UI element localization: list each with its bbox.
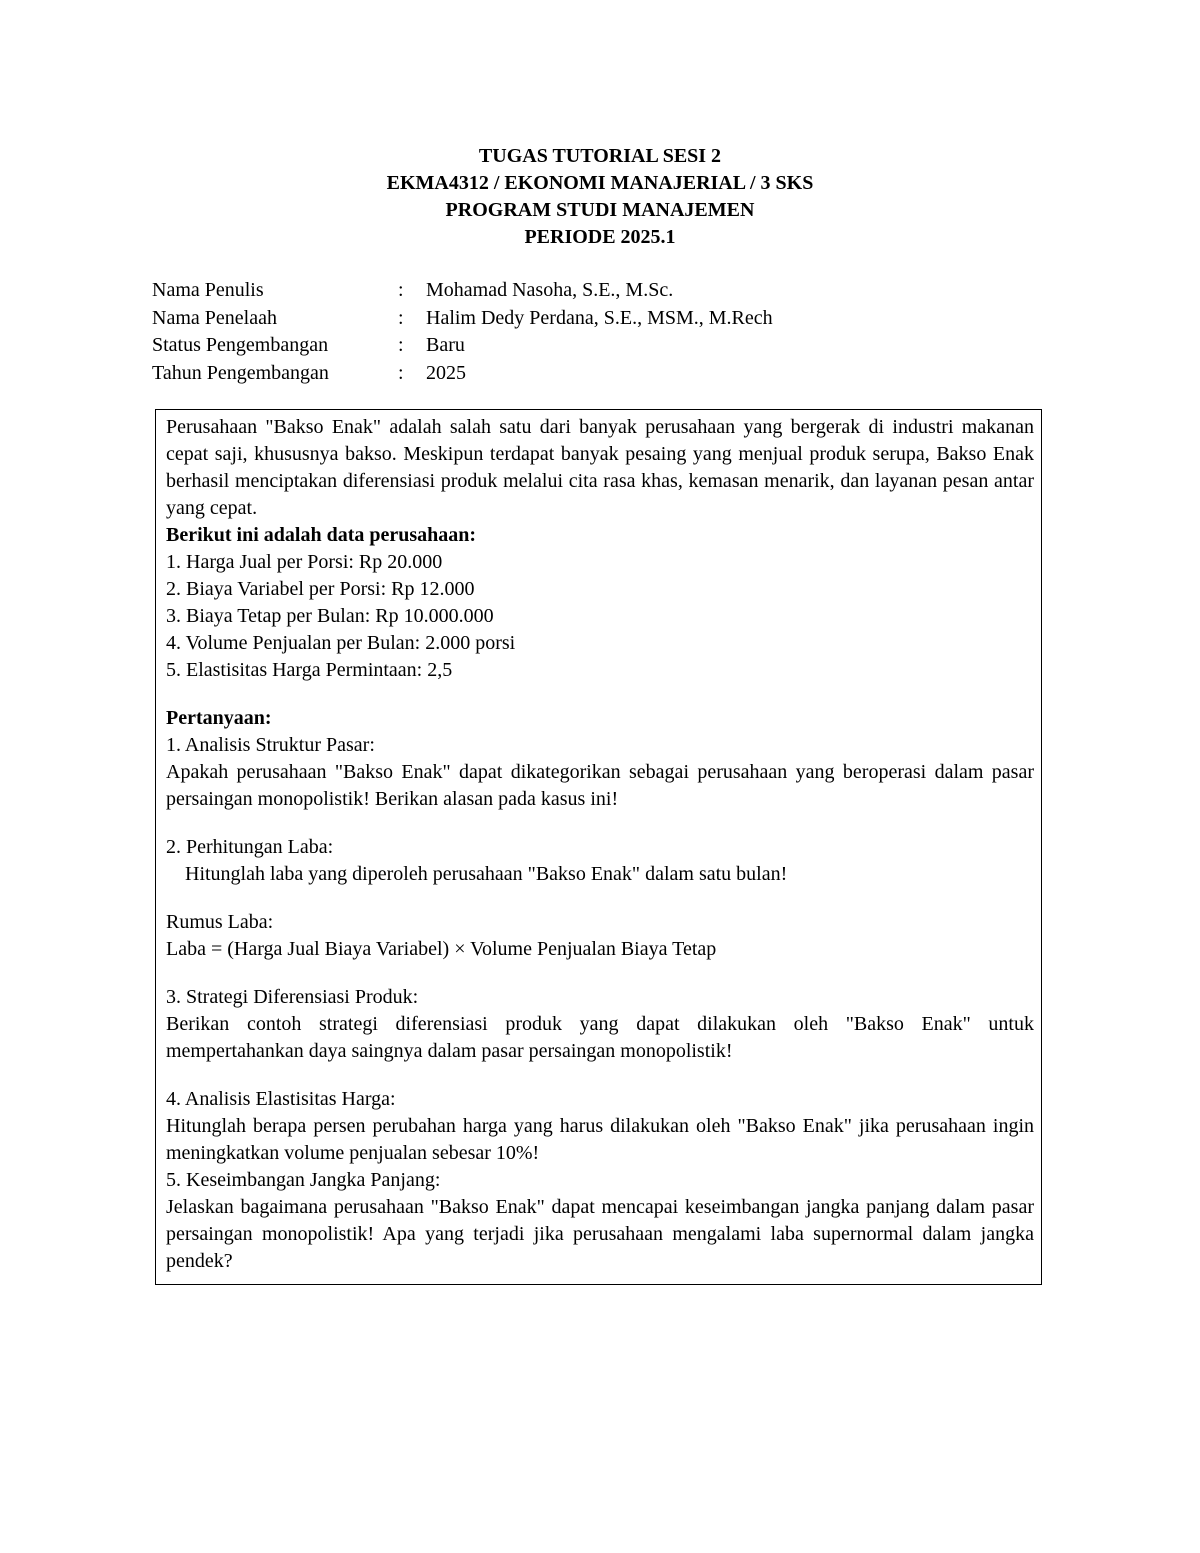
question-title: 3. Strategi Diferensiasi Produk:	[166, 986, 419, 1008]
spacer	[166, 888, 1034, 909]
data-item: 2. Biaya Variabel per Porsi: Rp 12.000	[166, 578, 475, 600]
question-text: Apakah perusahaan "Bakso Enak" dapat dikategorikan sebagai perusahaan yang beroperasi dalam pasar persaingan monopolistik! Berikan alasan pada kasus ini!	[166, 761, 1034, 810]
meta-colon: :	[398, 306, 404, 329]
meta-row-year	[152, 360, 773, 388]
header-program: PROGRAM STUDI MANAJEMEN	[445, 199, 755, 221]
formula-title: Rumus Laba:	[166, 911, 274, 933]
data-item: 3. Biaya Tetap per Bulan: Rp 10.000.000	[166, 605, 494, 627]
meta-value: Halim Dedy Perdana, S.E., MSM., M.Rech	[426, 306, 773, 329]
spacer	[166, 684, 1034, 705]
data-item: 1. Harga Jual per Porsi: Rp 20.000	[166, 551, 443, 573]
meta-row-status	[152, 332, 773, 360]
question-text: Jelaskan bagaimana perusahaan "Bakso Enak" dapat mencapai keseimbangan jangka panjang dalam pasar persaingan monopolistik! Apa yang terjadi jika perusahaan mengalami laba supernormal dalam jangka pendek?	[166, 1196, 1034, 1272]
header-period: PERIODE 2025.1	[524, 226, 676, 248]
meta-row-reviewer	[152, 305, 773, 333]
meta-label: Nama Penelaah	[152, 306, 277, 329]
header-course: EKMA4312 / EKONOMI MANAJERIAL / 3 SKS	[386, 172, 814, 194]
meta-colon: :	[398, 279, 404, 301]
question-text: Hitunglah berapa persen perubahan harga yang harus dilakukan oleh "Bakso Enak" jika perusahaan ingin meningkatkan volume penjualan sebesar 10%!	[166, 1115, 1034, 1164]
spacer	[166, 1065, 1034, 1086]
questions-heading: Pertanyaan:	[166, 707, 272, 729]
meta-colon: :	[398, 334, 404, 356]
case-content	[166, 414, 1034, 1275]
meta-value: Baru	[426, 334, 465, 356]
meta-label: Status Pengembangan	[152, 334, 329, 356]
meta-row-author	[152, 277, 773, 305]
spacer	[166, 813, 1034, 834]
document-meta	[152, 277, 773, 387]
document-header	[0, 143, 1200, 251]
meta-value: Mohamad Nasoha, S.E., M.Sc.	[426, 279, 674, 301]
case-intro: Perusahaan "Bakso Enak" adalah salah satu dari banyak perusahaan yang bergerak di industri makanan cepat saji, khususnya bakso. Meskipun terdapat banyak pesaing yang menjual produk serupa, Bakso Enak berhasil menciptakan diferensiasi produk melalui cita rasa khas, kemasan menarik, dan layanan pesan antar yang cepat.	[166, 416, 1034, 519]
question-title: 5. Keseimbangan Jangka Panjang:	[166, 1169, 441, 1191]
meta-label: Tahun Pengembangan	[152, 361, 329, 384]
header-title: TUGAS TUTORIAL SESI 2	[478, 145, 722, 167]
question-text: Hitunglah laba yang diperoleh perusahaan "Bakso Enak" dalam satu bulan!	[185, 863, 788, 885]
formula: Laba = (Harga Jual Biaya Variabel) × Volume Penjualan Biaya Tetap	[166, 938, 717, 960]
data-heading: Berikut ini adalah data perusahaan:	[166, 524, 477, 546]
data-item: 5. Elastisitas Harga Permintaan: 2,5	[166, 659, 453, 681]
data-item: 4. Volume Penjualan per Bulan: 2.000 porsi	[166, 632, 516, 654]
question-title: 1. Analisis Struktur Pasar:	[166, 734, 375, 756]
question-title: 2. Perhitungan Laba:	[166, 836, 334, 858]
question-title: 4. Analisis Elastisitas Harga:	[166, 1088, 396, 1110]
spacer	[166, 963, 1034, 984]
meta-colon: :	[398, 361, 404, 384]
meta-value: 2025	[426, 361, 466, 384]
question-text: Berikan contoh strategi diferensiasi produk yang dapat dilakukan oleh "Bakso Enak" untuk mempertahankan daya saingnya dalam pasar persaingan monopolistik!	[166, 1013, 1034, 1062]
meta-label: Nama Penulis	[152, 279, 264, 301]
